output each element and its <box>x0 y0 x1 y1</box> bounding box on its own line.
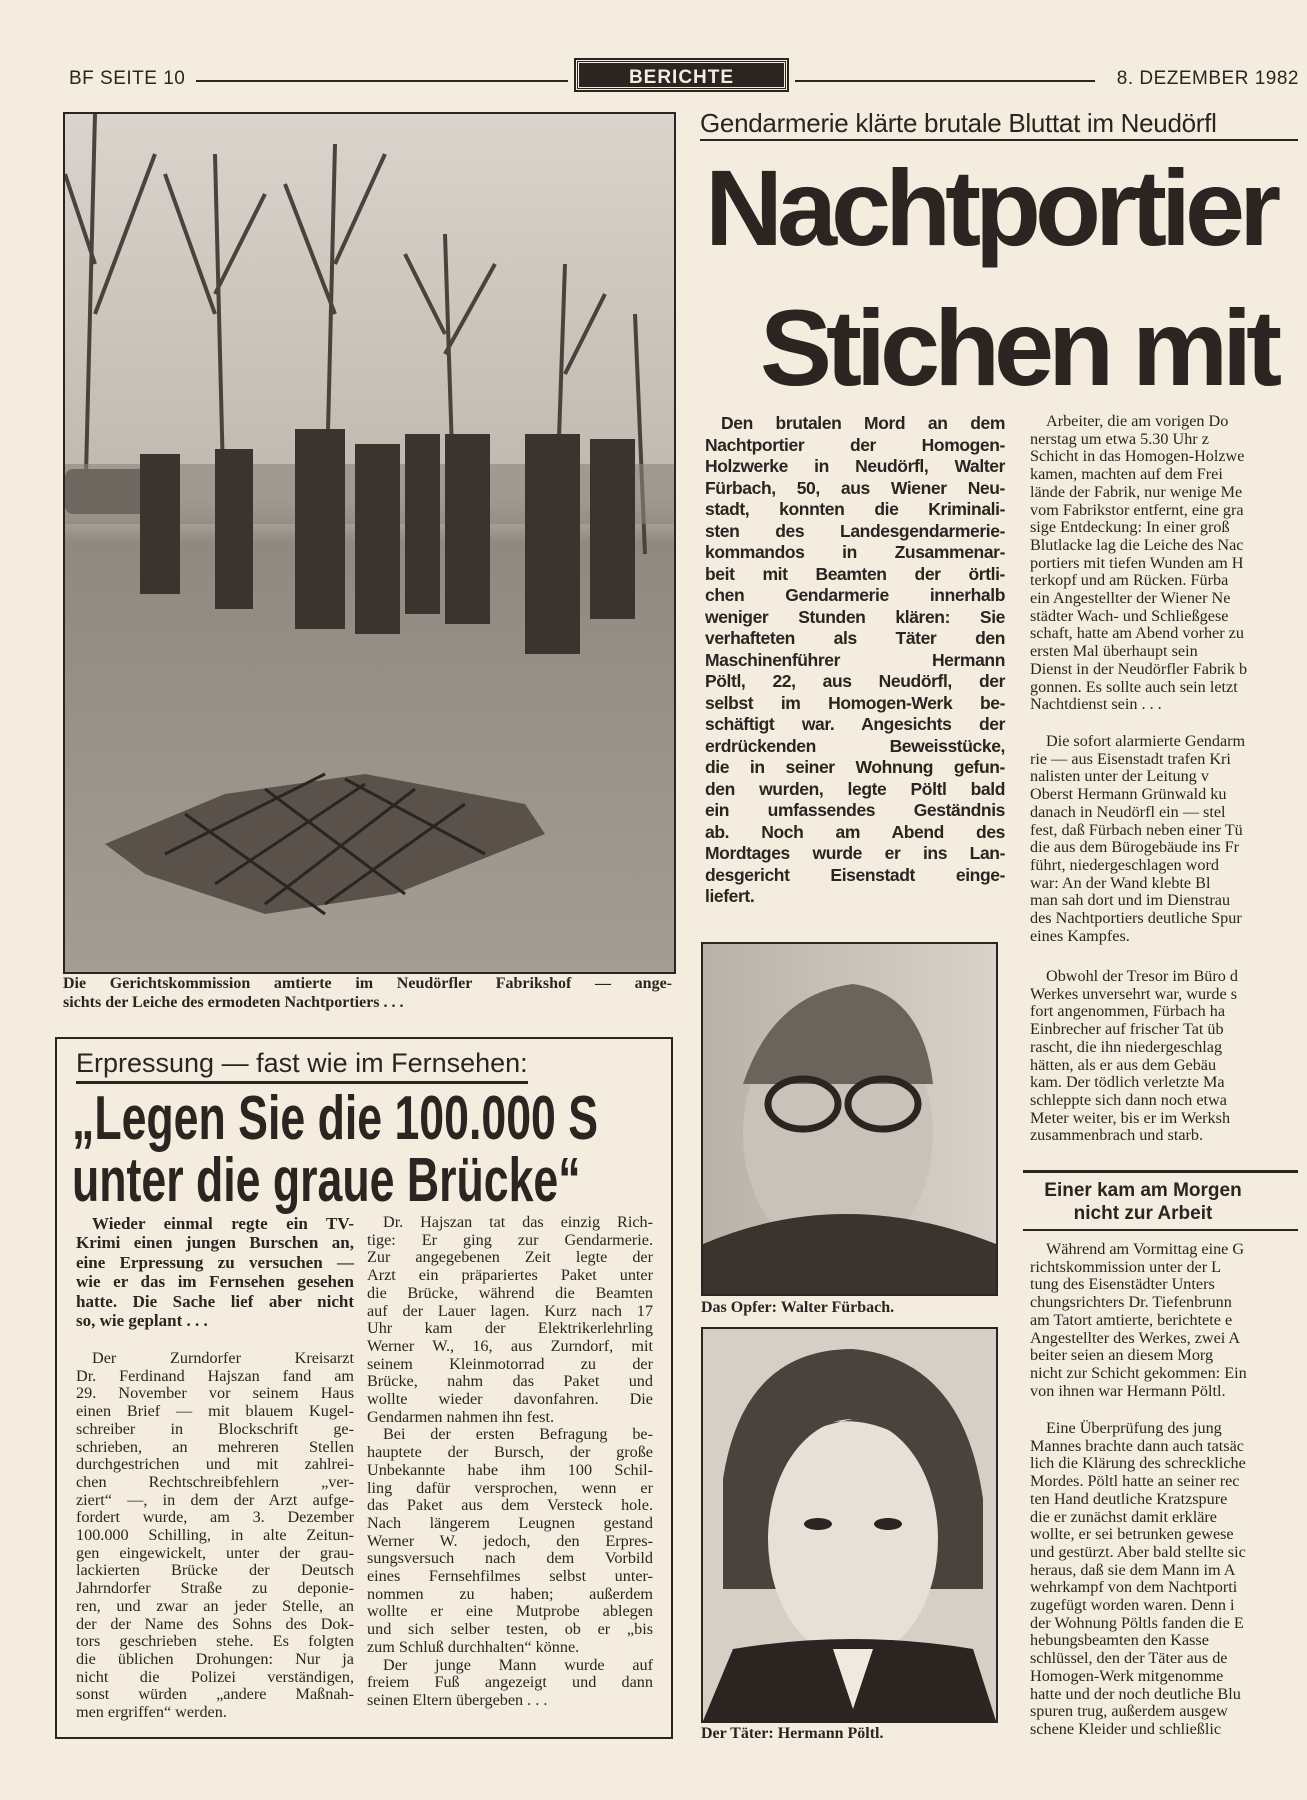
text-line: nalisten unter der Leitung v <box>1030 767 1209 786</box>
text-line: von ihnen war Hermann Pöltl. <box>1030 1381 1226 1400</box>
text-line: schlüssel, den der Täter aus de <box>1030 1649 1228 1668</box>
text-line: Blutlacke lag die Leiche des Nac <box>1030 535 1244 554</box>
text-line: spuren trug, außerdem ausgew <box>1030 1702 1228 1721</box>
caption-line: sichts der Leiche des ermodeten Nachtportiers . . . <box>63 994 404 1011</box>
text-line: weniger Stunden klären: Sie <box>705 606 1005 627</box>
text-line: Bei der ersten Befragung be- <box>383 1425 653 1444</box>
text-line: kamen, machten auf dem Frei <box>1030 465 1223 484</box>
text-line: richtskommission unter der L <box>1030 1257 1222 1276</box>
text-line: ling dafür versprochen, wenn er <box>367 1478 653 1497</box>
text-line: ersten Mal überhaupt sein <box>1030 642 1198 661</box>
text-line: die üblichen Drohungen: Nur ja <box>76 1649 354 1668</box>
text-line: schene Kleider und schließlic <box>1030 1719 1222 1738</box>
text-line: Eine Überprüfung des jung <box>1046 1419 1222 1437</box>
text-line: auf der Lauer lagen. Kurz nach 17 <box>367 1301 653 1320</box>
text-line: der Wohnung Pöltls fanden die E <box>1030 1613 1244 1632</box>
victim-caption: Das Opfer: Walter Fürbach. <box>701 1299 895 1316</box>
text-line: ab. Noch am Abend des <box>705 821 1005 842</box>
text-line: Angestellter des Werkes, zwei A <box>1030 1328 1241 1347</box>
text-line: chen Rechtschreibfehlern „ver- <box>76 1472 354 1491</box>
text-line: Werner W., 16, aus Zurndorf, mit <box>367 1336 653 1355</box>
text-line: die aus dem Bürogebäude ins Fr <box>1030 838 1240 857</box>
text-line: Maschinenführer Hermann <box>705 649 1005 670</box>
text-line: fest, daß Fürbach neben einer Tü <box>1030 820 1243 839</box>
box-kicker: Erpressung — fast wie im Fernsehen: <box>76 1048 528 1084</box>
text-line: 100.000 Schilling, in alte Zeitun- <box>76 1526 354 1545</box>
text-line: Jahrndorfer Straße zu deponie- <box>76 1579 354 1598</box>
text-line: hatte und der noch deutliche Blu <box>1030 1684 1241 1703</box>
text-line: sige Entdeckung: In einer groß <box>1030 518 1230 537</box>
text-line: Nachtdienst sein . . . <box>1030 695 1162 714</box>
text-line: zugefügt worden waren. Denn i <box>1030 1596 1235 1615</box>
text-line: des Nachtportiers deutliche Spur <box>1030 909 1242 928</box>
box-headline <box>72 1084 599 1215</box>
text-line: Dr. Hajszan tat das einzig Rich- <box>383 1213 653 1231</box>
text-line: Werner W. jedoch, den Erpres- <box>367 1531 653 1550</box>
text-line: man sah dort und im Dienstrau <box>1030 891 1231 910</box>
text-line: kommandos in Zusammenar- <box>705 542 1005 562</box>
text-line: hauptete der Bursch, der große <box>367 1443 653 1462</box>
crime-scene-photo <box>63 112 676 974</box>
text-line: zusammenbrach und starb. <box>1030 1126 1204 1145</box>
text-line: Holzwerke in Neudörfl, Walter <box>705 456 1005 476</box>
text-line: hatte. Die Sache lief aber nicht <box>76 1291 354 1311</box>
section-label: BERICHTE <box>576 60 787 90</box>
text-line: die Brücke, während die Beamten <box>367 1283 653 1302</box>
main-photo-caption <box>63 974 672 1012</box>
text-line: Die sofort alarmierte Gendarm <box>1046 732 1246 750</box>
text-line: eines Kampfes. <box>1030 926 1130 945</box>
text-line: desgericht Eisenstadt einge- <box>705 864 1005 885</box>
text-line: durchgestrichen und mit zahlrei- <box>76 1455 354 1474</box>
text-line: nerstag um etwa 5.30 Uhr z <box>1030 429 1209 448</box>
text-line: Der Zurndorfer Kreisarzt <box>92 1349 354 1367</box>
text-line: danach in Neudörfl ein — stel <box>1030 802 1226 821</box>
text-line: Uhr kam der Elektrikerlehrling <box>367 1319 653 1338</box>
text-line: freiem Fuß angezeigt und dann <box>367 1673 653 1692</box>
text-line: Brücke, nahm das Paket und <box>367 1372 653 1391</box>
article-column-b <box>1030 733 1298 945</box>
article-column-a <box>1030 413 1298 714</box>
text-line: Den brutalen Mord an dem <box>721 413 1005 433</box>
text-line: hebungsbeamten den Kasse <box>1030 1631 1209 1650</box>
text-line: wie er das im Fernsehen gesehen <box>76 1272 354 1292</box>
text-line: Der junge Mann wurde auf <box>383 1655 653 1674</box>
box-column-1 <box>76 1350 354 1722</box>
text-line: Oberst Hermann Grünwald ku <box>1030 785 1227 804</box>
box-column-2 <box>367 1214 653 1710</box>
text-line: rascht, die ihn niedergeschlag <box>1030 1037 1223 1056</box>
text-line: Wieder einmal regte ein TV- <box>92 1214 354 1233</box>
header-rule <box>196 80 568 82</box>
text-line: ren, und zwar an jeder Stelle, an <box>76 1596 354 1615</box>
text-line: vom Fabrikstor entfernt, eine gra <box>1030 500 1244 519</box>
text-line: den wurden, legte Pöltl bald <box>705 778 1005 799</box>
article-column-d <box>1030 1241 1298 1400</box>
text-line: Einbrecher auf frischer Tat üb <box>1030 1020 1224 1039</box>
text-line: stadt, konnten die Kriminali- <box>705 499 1005 519</box>
text-line: Mordtages wurde er ins Lan- <box>705 843 1005 863</box>
text-line: wollte, er sei betrunken gewese <box>1030 1525 1234 1544</box>
text-line: Dr. Ferdinand Hajszan fand am <box>76 1366 354 1385</box>
text-line: war: An der Wand klebte Bl <box>1030 873 1211 892</box>
text-line: tige: Er ging zur Gendarmerie. <box>367 1230 653 1249</box>
article-column-e <box>1030 1420 1298 1739</box>
article-subhead <box>1023 1179 1263 1225</box>
text-line: verhafteten als Täter den <box>705 628 1005 648</box>
text-line: ein umfassendes Geständnis <box>705 800 1005 820</box>
text-line: wehrkampf von dem Nachtporti <box>1030 1578 1238 1597</box>
text-line: ten Hand deutliche Kratzspure <box>1030 1489 1228 1508</box>
culprit-caption: Der Täter: Hermann Pöltl. <box>701 1725 884 1742</box>
subhead-rule <box>1023 1229 1298 1231</box>
text-line: Arbeiter, die am vorigen Do <box>1046 412 1229 430</box>
text-line: schaft, hatte am Abend vorher zu <box>1030 624 1244 643</box>
text-line: 29. November vor seinem Haus <box>76 1384 354 1403</box>
text-line: seinen Eltern übergeben . . . <box>367 1690 548 1709</box>
text-line: chen Gendarmerie innerhalb <box>705 585 1005 605</box>
box-lead <box>76 1214 354 1330</box>
text-line: nicht zur Schicht gekommen: Ein <box>1030 1363 1247 1382</box>
text-line: schleppte sich dann noch etwa <box>1030 1090 1227 1109</box>
text-line: die in seiner Wohnung gefun- <box>705 757 1005 777</box>
headline-line: Nachtportier <box>705 147 1276 268</box>
text-line: gonnen. Es sollte auch sein letzt <box>1030 677 1238 696</box>
text-line: das Paket aus dem Versteck hole. <box>367 1496 653 1515</box>
culprit-portrait-photo <box>701 1327 998 1723</box>
article-column-c <box>1030 968 1298 1145</box>
text-line: und sich selber testen, ob er „bis <box>367 1620 653 1639</box>
text-line: sungsversuch nach dem Vorbild <box>367 1549 653 1568</box>
text-line: städter Wach- und Schließgese <box>1030 606 1229 625</box>
text-line: ein Angestellter der Wiener Ne <box>1030 589 1231 608</box>
text-line: portiers mit tiefen Wunden am H <box>1030 553 1244 572</box>
header-rule <box>795 80 1095 82</box>
text-line: Während am Vormittag eine G <box>1046 1240 1245 1258</box>
text-line: kam. Der tödlich verletzte Ma <box>1030 1073 1225 1092</box>
text-line: eine Erpressung zu versuchen — <box>76 1252 354 1272</box>
text-line: Werkes unversehrt war, wurde s <box>1030 984 1238 1003</box>
text-line: Mordes. Pöltl hatte an seiner rec <box>1030 1472 1240 1491</box>
text-line: zum Schluß durchhalten“ könne. <box>367 1637 580 1656</box>
article-headline <box>705 138 1276 418</box>
subhead-line: Einer kam am Morgen <box>1044 1180 1242 1201</box>
text-line: tors geschrieben stehe. Es folgten <box>76 1632 354 1651</box>
text-line: eines Fernsehfilmes selbst unter- <box>367 1567 653 1586</box>
article-kicker: Gendarmerie klärte brutale Bluttat im Neudörfl <box>700 108 1298 141</box>
text-line: nommen zu haben; außerdem <box>367 1584 653 1603</box>
text-line: beit mit Beamten der örtli- <box>705 563 1005 584</box>
text-line: Homogen-Werk mitgenomme <box>1030 1666 1224 1685</box>
text-line: lackierten Brücke der Deutsch <box>76 1561 354 1580</box>
page-number: BF SEITE 10 <box>69 68 186 89</box>
text-line: Nachtportier der Homogen- <box>705 434 1005 455</box>
text-line: nicht die Polizei verständigen, <box>76 1667 354 1686</box>
text-line: fordert wurde, am 3. Dezember <box>76 1508 354 1527</box>
text-line: wollte er eine Mutprobe ablegen <box>367 1602 653 1621</box>
text-line: liefert. <box>705 886 755 906</box>
text-line: am Tatort amtierte, berichtete e <box>1030 1310 1233 1329</box>
text-line: beiter seien an diesem Morg <box>1030 1346 1214 1365</box>
text-line: schäftigt war. Angesichts der <box>705 714 1005 734</box>
text-line: hätten, als er aus dem Gebäu <box>1030 1055 1217 1074</box>
text-line: men ergriffen“ werden. <box>76 1703 227 1722</box>
text-line: der der Name des Sohns des Dok- <box>76 1614 354 1633</box>
headline-line: „Legen Sie die 100.000 S <box>72 1084 599 1153</box>
text-line: Meter weiter, bis er im Werksh <box>1030 1108 1231 1127</box>
text-line: erdrückenden Beweisstücke, <box>705 735 1005 756</box>
text-line: Gendarmen nahmen ihn fest. <box>367 1407 554 1426</box>
text-line: Zur angegebenen Zeit legte der <box>367 1248 653 1267</box>
text-line: Schicht in das Homogen-Holzwe <box>1030 447 1245 466</box>
text-line: Obwohl der Tresor im Büro d <box>1046 967 1239 985</box>
text-line: die er zunächst damit erkläre <box>1030 1507 1217 1526</box>
text-line: führt, niedergeschlagen word <box>1030 855 1219 874</box>
text-line: tung des Eisenstädter Unters <box>1030 1275 1215 1294</box>
text-line: Dienst in der Neudörfler Fabrik b <box>1030 659 1248 678</box>
issue-date: 8. DEZEMBER 1982 <box>1116 68 1299 89</box>
text-line: schreiber in Blockschrift ge- <box>76 1419 354 1438</box>
text-line: Unbekannte habe ihm 100 Schil- <box>367 1460 653 1479</box>
subhead-line: nicht zur Arbeit <box>1073 1203 1213 1224</box>
text-line: Mannes brachte dann auch tatsäc <box>1030 1436 1244 1455</box>
text-line: lände der Fabrik, nur wenige Me <box>1030 482 1243 501</box>
article-lead <box>705 413 1005 908</box>
text-line: lich die Klärung des schreckliche <box>1030 1454 1246 1473</box>
text-line: Fürbach, 50, aus Wiener Neu- <box>705 477 1005 498</box>
text-line: gen eingewickelt, unter der grau- <box>76 1543 354 1562</box>
text-line: rie — aus Eisenstadt trafen Kri <box>1030 749 1231 768</box>
text-line: Nach längerem Leugnen gestand <box>367 1513 653 1532</box>
text-line: sten des Landesgendarmerie- <box>705 520 1005 541</box>
text-line: Arzt ein präpariertes Paket unter <box>367 1266 653 1285</box>
text-line: schrieben, an mehreren Stellen <box>76 1437 354 1456</box>
text-line: terkopf und am Rücken. Fürba <box>1030 571 1229 590</box>
text-line: Krimi einen jungen Burschen an, <box>76 1233 354 1253</box>
text-line: fort angenommen, Fürbach ha <box>1030 1002 1226 1021</box>
headline-line: unter die graue Brücke“ <box>72 1146 581 1215</box>
subhead-rule <box>1023 1170 1298 1173</box>
caption-line: Die Gerichtskommission amtierte im Neudörfler Fabrikshof — ange- <box>63 975 672 992</box>
text-line: Pöltl, 22, aus Neudörfl, der <box>705 671 1005 691</box>
text-line: einen Brief — mit blauem Kugel- <box>76 1402 354 1421</box>
text-line: sonst würden „andere Maßnah- <box>76 1685 354 1704</box>
text-line: so, wie geplant . . . <box>76 1311 208 1331</box>
victim-portrait-photo <box>701 942 998 1296</box>
text-line: ziert“ —, in dem der Arzt aufge- <box>76 1490 354 1509</box>
text-line: seinem Kleinmotorrad zu der <box>367 1354 653 1373</box>
headline-line: Stichen mit <box>760 287 1277 408</box>
text-line: und gestürzt. Aber bald stellte sic <box>1030 1542 1246 1561</box>
text-line: heraus, daß sie dem Mann im A <box>1030 1560 1236 1579</box>
text-line: wollte wieder davonfahren. Die <box>367 1390 653 1409</box>
text-line: chungsrichters Dr. Tiefenbrunn <box>1030 1293 1232 1312</box>
text-line: selbst im Homogen-Werk be- <box>705 692 1005 713</box>
